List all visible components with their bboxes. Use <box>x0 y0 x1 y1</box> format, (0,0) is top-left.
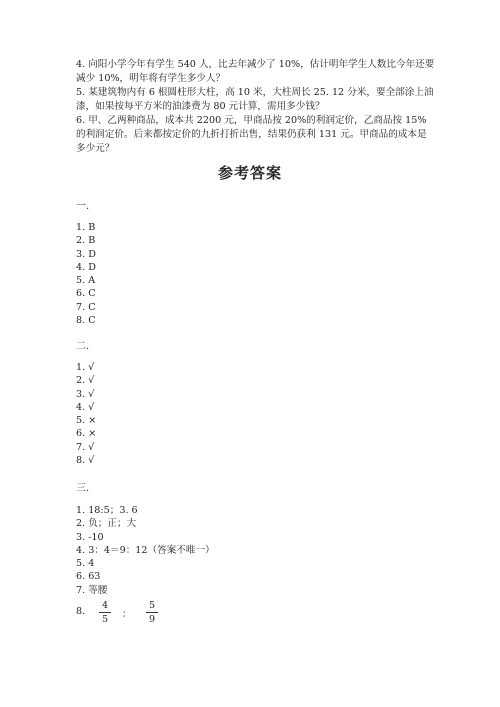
list-item: 5. × <box>76 415 97 427</box>
list-item: 1. B <box>76 222 96 233</box>
answer-list-1 <box>76 221 96 327</box>
list-item: 6. 63 <box>76 571 101 583</box>
fraction-denominator: 5 <box>101 614 109 625</box>
list-item: 5. 4 <box>76 558 95 570</box>
list-item: 1. 18:5；3. 6 <box>76 505 138 516</box>
fraction-bar <box>146 612 158 613</box>
list-item: 8. √ <box>76 455 95 467</box>
list-item: 2. B <box>76 235 96 247</box>
fraction-answer <box>76 600 216 624</box>
list-item: 6. × <box>76 428 97 440</box>
list-item: 2. √ <box>76 375 95 387</box>
fraction-answer-number: 8. <box>76 606 86 617</box>
list-item: 2. 负；正；大 <box>76 518 137 530</box>
list-item: 6. C <box>76 288 96 300</box>
list-item: 7. 等腰 <box>76 584 108 596</box>
fraction-bar <box>99 612 111 613</box>
list-item: 3. -10 <box>76 531 104 543</box>
problem-4: 4. 向阳小学今年有学生 540 人，比去年减少了 10%，估计明年学生人数比今年还要减少 10%，明年将有学生多少人？ <box>76 59 435 84</box>
list-item: 8. C <box>76 315 96 327</box>
section-heading-2: 二. <box>76 341 90 352</box>
fraction-denominator: 9 <box>148 614 156 625</box>
list-item: 7. √ <box>76 441 95 453</box>
fraction-numerator: 5 <box>148 600 156 611</box>
ratio-colon: ： <box>122 609 132 620</box>
list-item: 4. 3：4＝9：12（答案不唯一） <box>76 544 215 556</box>
fraction-5-9 <box>146 600 158 625</box>
list-item: 4. √ <box>76 401 95 413</box>
list-item: 7. C <box>76 301 96 313</box>
list-item: 1. √ <box>76 362 95 373</box>
fraction-numerator: 4 <box>101 600 109 611</box>
answer-title: 参考答案 <box>217 164 282 182</box>
list-item: 3. D <box>76 248 96 260</box>
answer-list-3 <box>76 504 215 597</box>
section-heading-1: 一. <box>76 201 90 212</box>
list-item: 5. A <box>76 275 96 287</box>
fraction-4-5 <box>99 600 111 625</box>
list-item: 3. √ <box>76 388 95 400</box>
problem-5: 5. 某建筑物内有 6 根圆柱形大柱，高 10 米，大柱周长 25. 12 分米，要全部涂上油漆，如果按每平方米的油漆费为 80 元计算，需用多少钱？ <box>76 87 434 112</box>
section-heading-3: 三. <box>76 483 90 494</box>
problem-6: 6. 甲、乙两种商品，成本共 2200 元，甲商品按 20%的利润定价，乙商品按 15%的利润定价。后来都按定价的九折打折出售，结果仍获利 131 元。甲商品的成本是多少元？ <box>76 115 427 154</box>
list-item: 4. D <box>76 261 96 273</box>
answer-list-2 <box>76 361 96 467</box>
problem-list <box>76 58 436 156</box>
